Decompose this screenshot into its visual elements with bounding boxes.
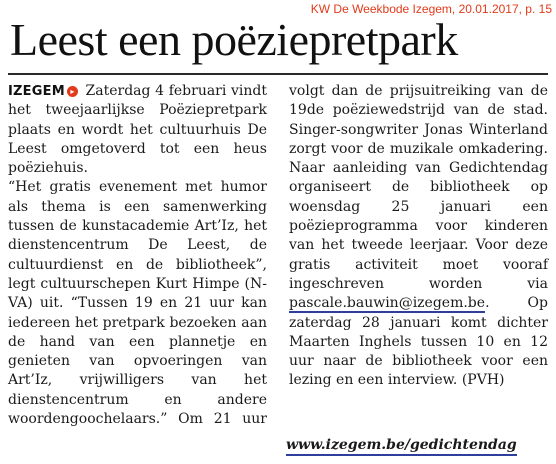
article-column-left — [8, 82, 548, 432]
website-link[interactable]: www.izegem.be/gedichtendag — [286, 436, 517, 456]
dateline: IZEGEM — [8, 84, 65, 99]
headline: Leest een poëziepretpark — [10, 14, 458, 65]
paragraph-1-text: Zaterdag 4 februari vindt het tweejaarlijkse Poëziepretpark plaats en wordt het cultuurhuis De Leest omgetoverd tot een heus poëziehuis. — [8, 83, 267, 177]
paragraph-2-end: . Op zaterdag 28 januari komt dichter Maarten Inghels tussen 10 en 12 uur naar de bibliotheek voor een lezing en een interview. (PVH) — [289, 295, 548, 389]
paragraph-2-text: “Het gratis evenement met humor als thema is een samenwerking tussen de kunstacademie Art’Iz, het dienstencentrum De Leest, de cultuurdienst en de bibliotheek”, legt cultuurschepen Kurt Himpe (N-VA) uit. “Tussen 19 en 21 uur kan iedereen het pretpark bezoeken aan de hand van een plannetje en genieten van opvoeringen van Art’Iz, vrijwilligers van het dienstencentrum en andere woordengoochelaars.” Om 21 uur volgt dan de prijsuitreiking van de 19de poëziewedstrijd van de stad. Singer-songwriter Jonas Winterland zorgt voor de muzikale omkadering. Naar aanleiding van Gedichtendag organiseert de bibliotheek op woensdag 25 januari een poëzieprogramma voor kinderen van het tweede leerjaar. Voor deze gratis activiteit moet vooraf ingeschreven worden via — [8, 83, 548, 428]
article-paragraph-1 — [8, 82, 267, 178]
email-link[interactable]: pascale.bauwin@izegem.be — [289, 295, 486, 312]
source-line: KW De Weekbode Izegem, 20.01.2017, p. 15 — [310, 2, 552, 16]
headline-rule — [8, 73, 548, 75]
arrow-circle-icon: ▸ — [67, 86, 78, 97]
